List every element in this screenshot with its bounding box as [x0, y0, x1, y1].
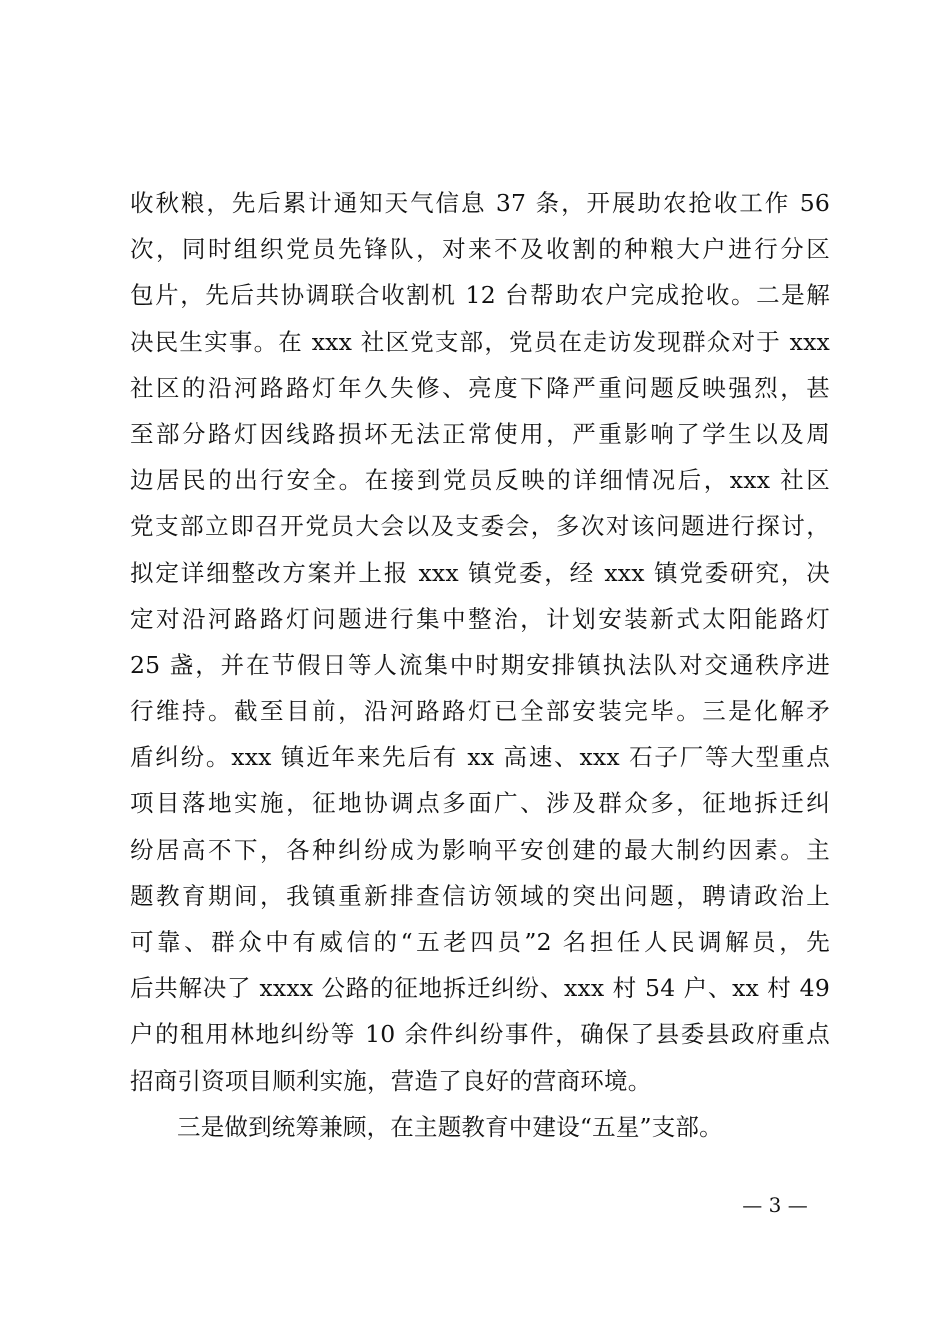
paragraph-line: 拟定详细整改方案并上报 xxx 镇党委，经 xxx 镇党委研究，决 [130, 558, 830, 587]
paragraph-line: 盾纠纷。xxx 镇近年来先后有 xx 高速、xxx 石子厂等大型重点 [130, 743, 830, 772]
paragraph-line: 决民生实事。在 xxx 社区党支部，党员在走访发现群众对于 xxx [130, 327, 830, 356]
paragraph-line: 次，同时组织党员先锋队，对来不及收割的种粮大户进行分区 [130, 235, 830, 264]
paragraph-line: 题教育期间，我镇重新排查信访领域的突出问题，聘请政治上 [130, 881, 830, 910]
paragraph-line: 边居民的出行安全。在接到党员反映的详细情况后，xxx 社区 [130, 466, 830, 495]
paragraph-line: 定对沿河路路灯问题进行集中整治，计划安装新式太阳能路灯 [130, 604, 830, 633]
paragraph-line: 社区的沿河路路灯年久失修、亮度下降严重问题反映强烈，甚 [130, 373, 830, 402]
paragraph-line: 至部分路灯因线路损坏无法正常使用，严重影响了学生以及周 [130, 419, 830, 448]
paragraph-line: 后共解决了 xxxx 公路的征地拆迁纠纷、xxx 村 54 户、xx 村 49 [130, 974, 830, 1003]
paragraph-line: 项目落地实施，征地协调点多面广、涉及群众多，征地拆迁纠 [130, 789, 830, 818]
paragraph-line: 纷居高不下，各种纠纷成为影响平安创建的最大制约因素。主 [130, 835, 830, 864]
paragraph-line: 招商引资项目顺利实施，营造了良好的营商环境。 [130, 1066, 652, 1095]
paragraph-line: 党支部立即召开党员大会以及支委会，多次对该问题进行探讨， [130, 512, 830, 541]
paragraph-line: 收秋粮，先后累计通知天气信息 37 条，开展助农抢收工作 56 [130, 189, 830, 217]
paragraph-line: 户的租用林地纠纷等 10 余件纠纷事件，确保了县委县政府重点 [130, 1020, 830, 1049]
body-text [130, 180, 830, 1150]
paragraph-line: 25 盏，并在节假日等人流集中时期安排镇执法队对交通秩序进 [130, 650, 831, 679]
paragraph-line: 可靠、群众中有威信的“五老四员”2 名担任人民调解员，先 [130, 928, 830, 956]
section-heading: 三是做到统筹兼顾，在主题教育中建设“五星”支部。 [177, 1112, 723, 1141]
page-number: — 3 — [742, 1193, 808, 1217]
paragraph-line: 包片，先后共协调联合收割机 12 台帮助农户完成抢收。二是解 [130, 281, 830, 310]
paragraph-line: 行维持。截至目前，沿河路路灯已全部安装完毕。三是化解矛 [130, 697, 830, 726]
